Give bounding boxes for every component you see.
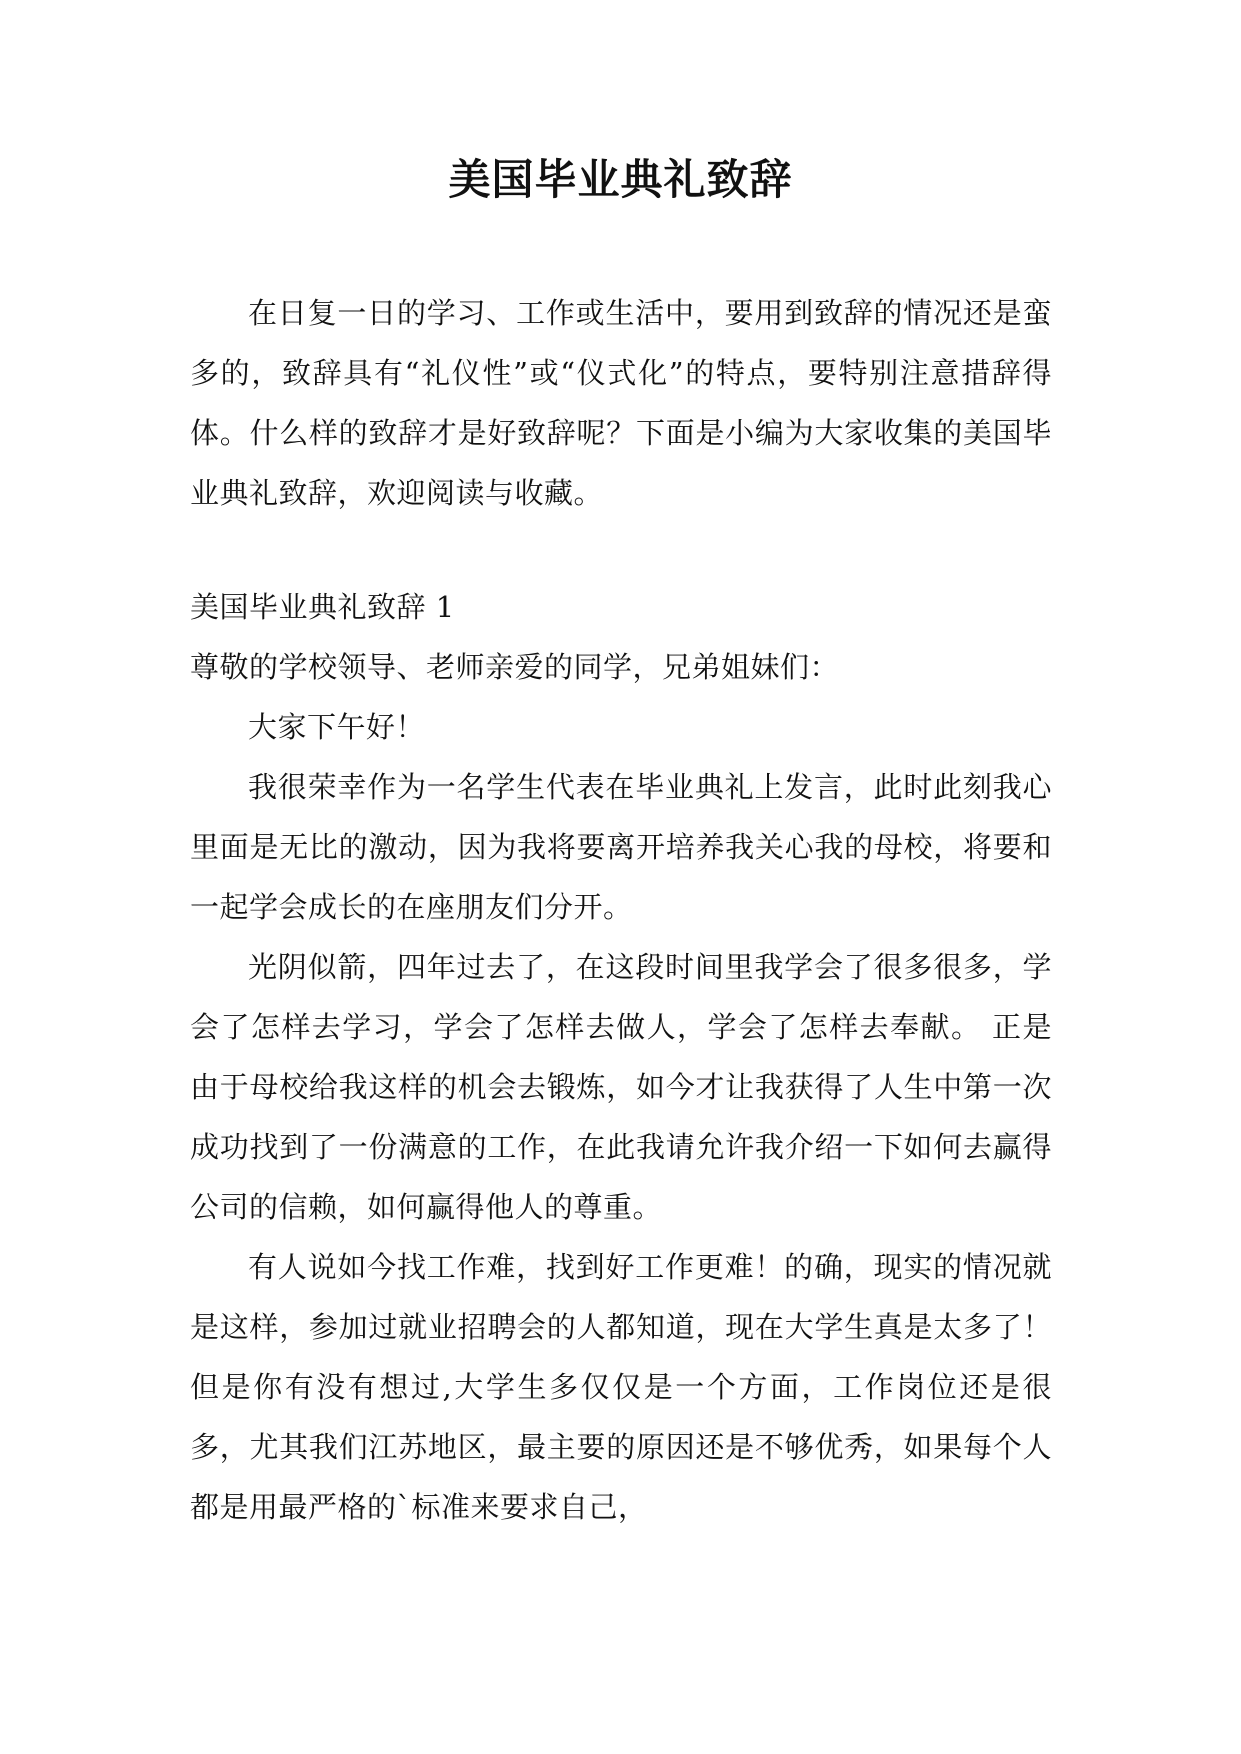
body-paragraph: 有人说如今找工作难，找到好工作更难！的确，现实的情况就是这样，参加过就业招聘会的人都知道，现在大学生真是太多了！但是你有没有想过,大学生多仅仅是一个方面，工作岗位还是很多，尤其我们江苏地区，最主要的原因还是不够优秀，如果每个人都是用最严格的`标准来要求自己， <box>190 1250 1052 1524</box>
document-body <box>190 283 1052 1537</box>
salutation: 尊敬的学校领导、老师亲爱的同学，兄弟姐妹们： <box>190 650 840 684</box>
document-title: 美国毕业典礼致辞 <box>448 155 793 204</box>
body-paragraph: 光阴似箭，四年过去了，在这段时间里我学会了很多很多，学会了怎样去学习，学会了怎样去做人，学会了怎样去奉献。 正是由于母校给我这样的机会去锻炼，如今才让我获得了人生中第一次成功找到了一份满意的工作，在此我请允许我介绍一下如何去赢得公司的信赖，如何赢得他人的尊重。 <box>190 950 1052 1224</box>
section-heading: 美国毕业典礼致辞 1 <box>190 590 455 624</box>
intro-paragraph: 在日复一日的学习、工作或生活中，要用到致辞的情况还是蛮多的，致辞具有“礼仪性”或“仪式化”的特点，要特别注意措辞得体。什么样的致辞才是好致辞呢？下面是小编为大家收集的美国毕业典礼致辞，欢迎阅读与收藏。 <box>190 296 1052 510</box>
body-paragraph: 我很荣幸作为一名学生代表在毕业典礼上发言，此时此刻我心里面是无比的激动，因为我将要离开培养我关心我的母校，将要和一起学会成长的在座朋友们分开。 <box>190 770 1052 924</box>
greeting: 大家下午好！ <box>248 710 426 744</box>
